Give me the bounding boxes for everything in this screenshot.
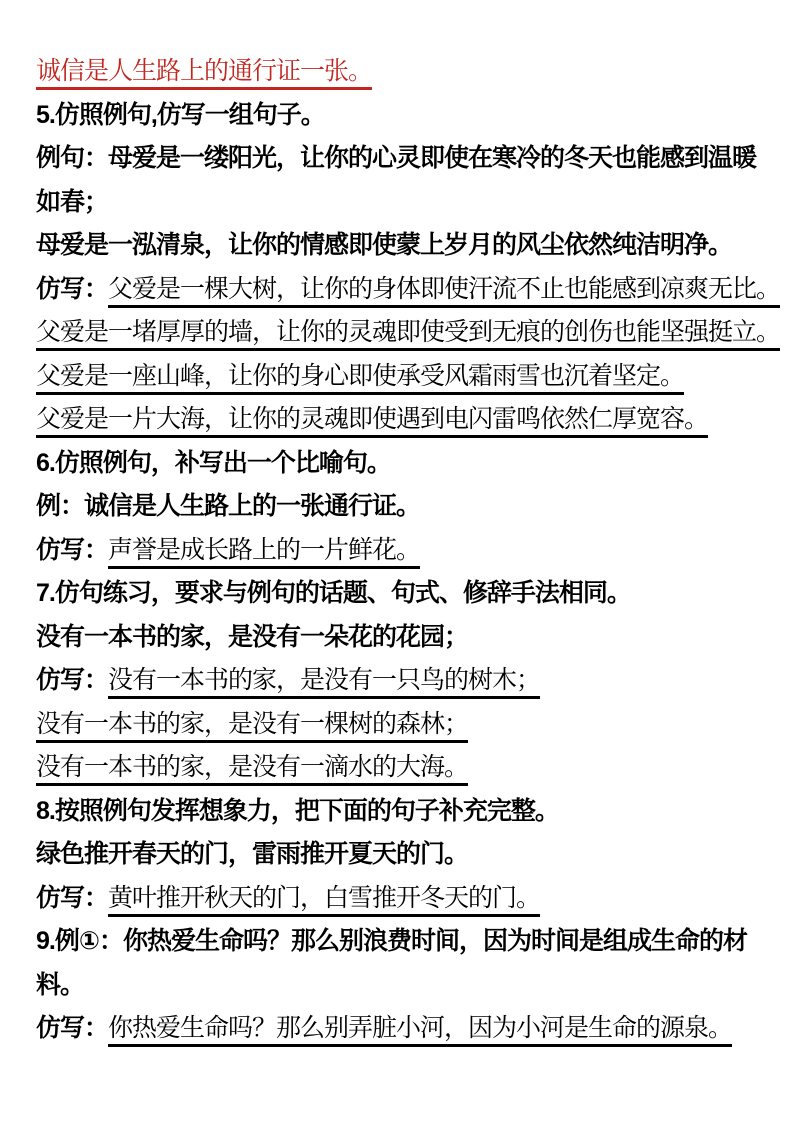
prompt-text: 绿色推开春天的门，雷雨推开夏天的门。 bbox=[36, 840, 469, 868]
prompt-text: 如春； bbox=[36, 187, 109, 216]
answer-text: 没有一本书的家，是没有一滴水的大海。 bbox=[36, 753, 469, 781]
prompt-text: 仿写： bbox=[36, 1014, 109, 1042]
prompt-text: 没有一本书的家，是没有一朵花的花园； bbox=[36, 622, 469, 651]
text-line bbox=[36, 355, 767, 399]
answer-text: 父爱是一片大海，让你的灵魂即使遇到电闪雷鸣依然仁厚宽容。 bbox=[36, 405, 709, 433]
prompt-text: 仿写： bbox=[36, 535, 109, 564]
text-line bbox=[36, 268, 781, 312]
red-highlight-sentence: 诚信是人生路上的通行证一张。 bbox=[36, 57, 373, 85]
answer-text: 声誉是成长路上的一片鲜花。 bbox=[108, 535, 421, 564]
answer-text: 父爱是一堵厚厚的墙，让你的灵魂即使受到无痕的创伤也能坚强挺立。 bbox=[36, 318, 781, 346]
text-line bbox=[36, 746, 767, 790]
answer-text: 父爱是一棵大树，让你的身体即使汗流不止也能感到凉爽无比。 bbox=[108, 274, 781, 303]
prompt-text: 例句：母爱是一缕阳光，让你的心灵即使在寒冷的冬天也能感到温暖 bbox=[36, 144, 757, 172]
text-line bbox=[36, 964, 767, 1008]
prompt-text: 9.例①：你热爱生命吗？那么别浪费时间，因为时间是组成生命的材 bbox=[36, 927, 748, 955]
prompt-text: 仿写： bbox=[36, 666, 109, 694]
prompt-text: 8.按照例句发挥想象力，把下面的句子补充完整。 bbox=[36, 796, 559, 825]
prompt-text: 料。 bbox=[36, 970, 85, 999]
text-line bbox=[36, 877, 767, 921]
text-line bbox=[36, 529, 767, 573]
prompt-text: 6.仿照例句，补写出一个比喻句。 bbox=[36, 448, 391, 477]
text-line bbox=[36, 485, 767, 529]
text-line bbox=[36, 398, 767, 442]
worksheet-lines-container bbox=[36, 50, 781, 1051]
prompt-text: 母爱是一泓清泉，让你的情感即使蒙上岁月的风尘依然纯洁明净。 bbox=[36, 231, 733, 259]
answer-text: 没有一本书的家，是没有一棵树的森林； bbox=[36, 709, 469, 738]
text-line bbox=[36, 311, 781, 355]
text-line bbox=[36, 616, 767, 660]
text-line bbox=[36, 703, 767, 747]
answer-text: 黄叶推开秋天的门，白雪推开冬天的门。 bbox=[108, 883, 541, 912]
text-line bbox=[36, 790, 767, 834]
answer-text: 父爱是一座山峰，让你的身心即使承受风霜雨雪也沉着坚定。 bbox=[36, 361, 685, 390]
text-line bbox=[36, 833, 767, 877]
answer-text: 你热爱生命吗？那么别弄脏小河，因为小河是生命的源泉。 bbox=[108, 1014, 733, 1042]
text-line bbox=[36, 1007, 767, 1051]
prompt-text: 7.仿句练习，要求与例句的话题、句式、修辞手法相同。 bbox=[36, 579, 631, 607]
prompt-text: 例：诚信是人生路上的一张通行证。 bbox=[36, 492, 421, 520]
text-line bbox=[36, 94, 767, 138]
prompt-text: 仿写： bbox=[36, 274, 109, 303]
text-line bbox=[36, 572, 767, 616]
text-line bbox=[36, 137, 767, 181]
prompt-text: 5.仿照例句,仿写一组句子。 bbox=[36, 100, 325, 129]
text-line bbox=[36, 659, 767, 703]
answer-text: 没有一本书的家，是没有一只鸟的树木； bbox=[108, 666, 541, 694]
text-line bbox=[36, 224, 767, 268]
text-line bbox=[36, 50, 767, 94]
text-line bbox=[36, 920, 767, 964]
text-line bbox=[36, 181, 767, 225]
prompt-text: 仿写： bbox=[36, 883, 109, 912]
text-line bbox=[36, 442, 767, 486]
